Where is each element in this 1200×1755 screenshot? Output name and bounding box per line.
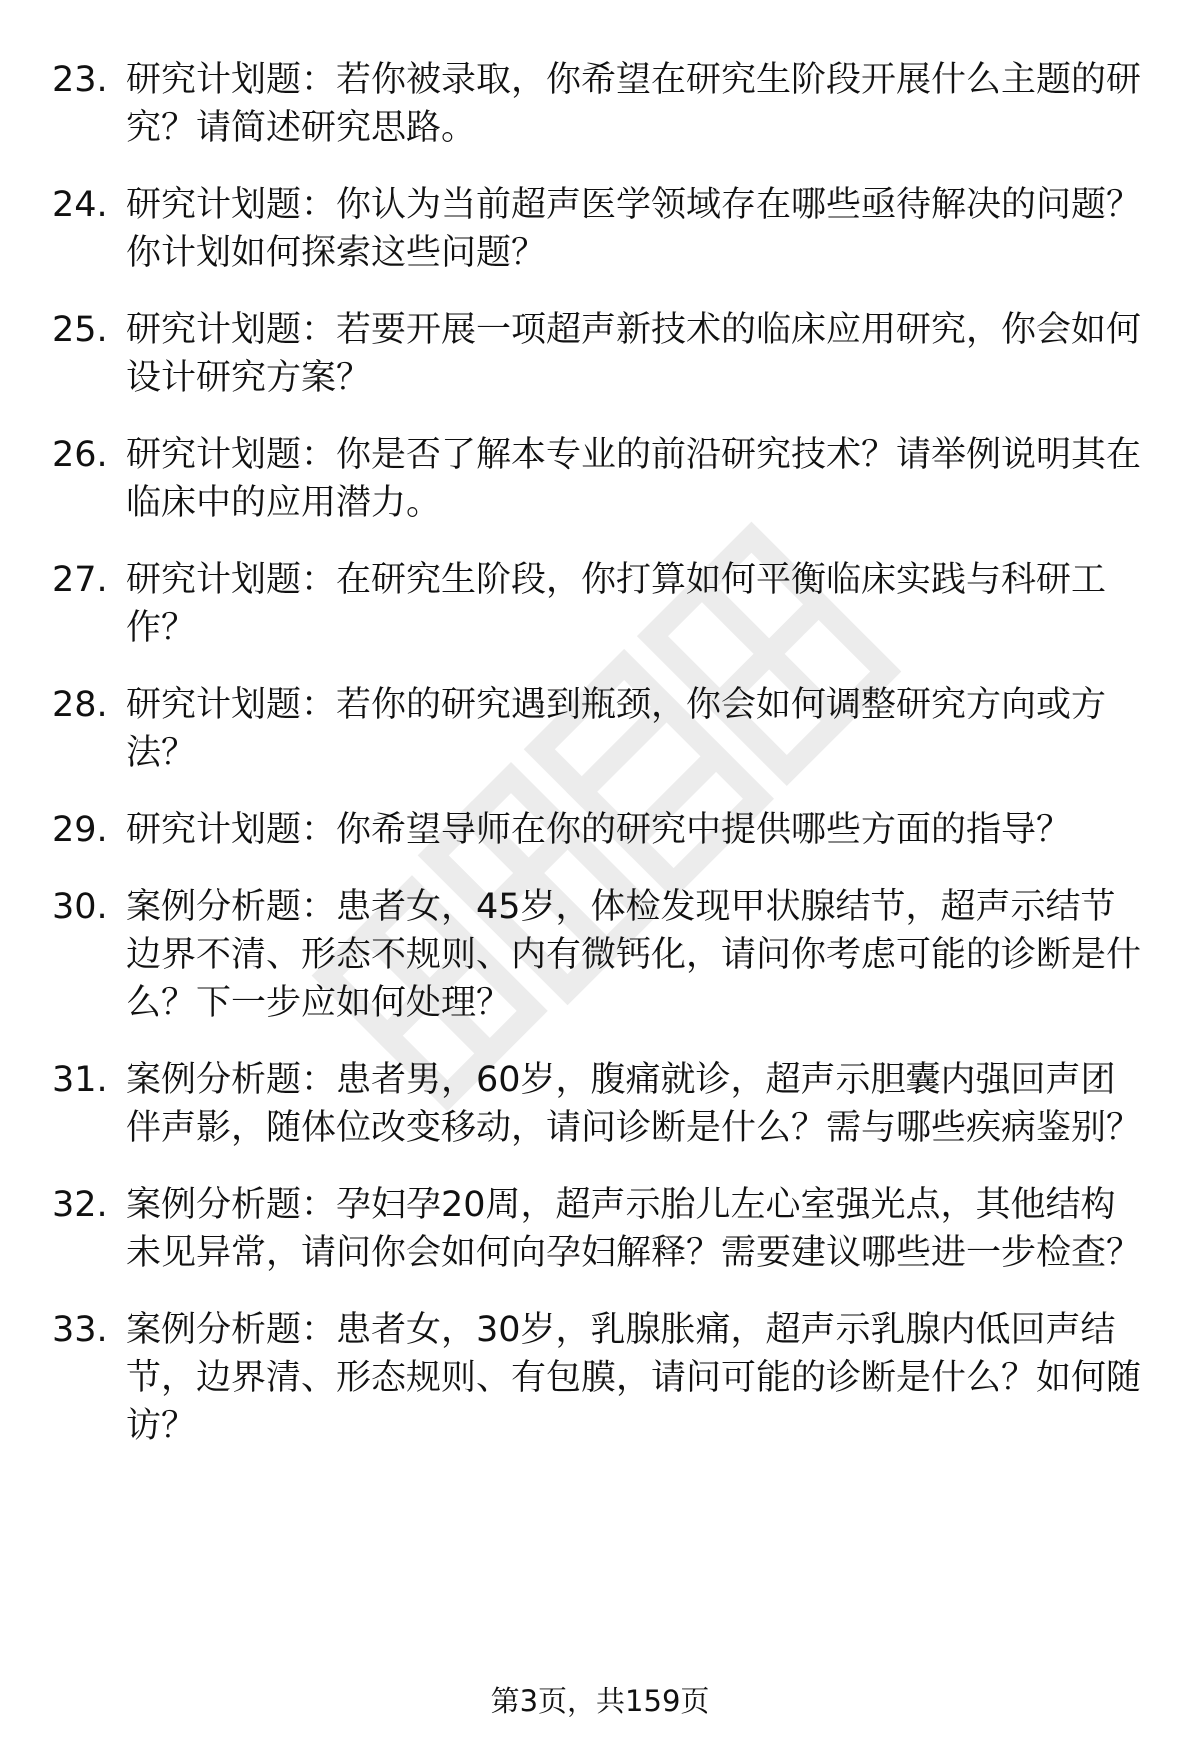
question-number: 27. [52, 560, 108, 600]
question-text: 案例分析题：患者男，60岁，腹痛就诊，超声示胆囊内强回声团伴声影，随体位改变移动，请问诊断是什么？需与哪些疾病鉴别？ [126, 1060, 1142, 1148]
question-item [0, 681, 1200, 777]
question-text: 研究计划题：你是否了解本专业的前沿研究技术？请举例说明其在临床中的应用潜力。 [126, 435, 1142, 523]
page-footer [0, 1681, 1200, 1721]
question-item [0, 1181, 1200, 1277]
question-text: 案例分析题：患者女，45岁，体检发现甲状腺结节，超声示结节边界不清、形态不规则、内有微钙化，请问你考虑可能的诊断是什么？下一步应如何处理？ [126, 887, 1142, 1023]
question-item [0, 556, 1200, 652]
question-text: 案例分析题：患者女，30岁，乳腺胀痛，超声示乳腺内低回声结节，边界清、形态规则、有包膜，请问可能的诊断是什么？如何随访？ [126, 1310, 1142, 1446]
question-item [0, 181, 1200, 277]
question-number: 24. [52, 185, 108, 225]
question-number: 31. [52, 1060, 108, 1100]
question-list [0, 56, 1200, 1479]
question-item [0, 306, 1200, 402]
question-text: 研究计划题：你希望导师在你的研究中提供哪些方面的指导？ [126, 810, 1072, 850]
question-number: 29. [52, 810, 108, 850]
question-item [0, 56, 1200, 152]
question-item [0, 806, 1200, 854]
page-indicator: 第3页，共159页 [490, 1684, 710, 1718]
question-number: 26. [52, 435, 108, 475]
question-text: 研究计划题：你认为当前超声医学领域存在哪些亟待解决的问题？你计划如何探索这些问题？ [126, 185, 1142, 273]
question-text: 研究计划题：若你被录取，你希望在研究生阶段开展什么主题的研究？请简述研究思路。 [126, 60, 1142, 148]
question-number: 25. [52, 310, 108, 350]
question-text: 研究计划题：在研究生阶段，你打算如何平衡临床实践与科研工作？ [126, 560, 1107, 648]
question-text: 研究计划题：若要开展一项超声新技术的临床应用研究，你会如何设计研究方案？ [126, 310, 1142, 398]
question-item [0, 431, 1200, 527]
question-number: 32. [52, 1185, 108, 1225]
question-item [0, 883, 1200, 1027]
question-number: 23. [52, 60, 108, 100]
question-text: 案例分析题：孕妇孕20周，超声示胎儿左心室强光点，其他结构未见异常，请问你会如何向孕妇解释？需要建议哪些进一步检查？ [126, 1185, 1142, 1273]
question-number: 33. [52, 1310, 108, 1350]
question-number: 28. [52, 685, 108, 725]
question-number: 30. [52, 887, 108, 927]
question-item [0, 1056, 1200, 1152]
question-text: 研究计划题：若你的研究遇到瓶颈，你会如何调整研究方向或方法？ [126, 685, 1107, 773]
question-item [0, 1306, 1200, 1450]
